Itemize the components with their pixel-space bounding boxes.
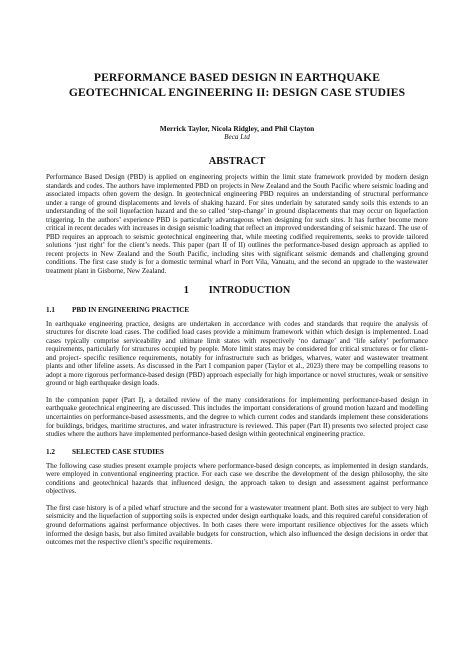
section-title: INTRODUCTION [208,284,291,296]
subsection-number: 1.2 [46,447,55,456]
subsection-heading-case-studies [46,448,428,457]
paper-affiliation: Beca Ltd [224,133,250,141]
subsection-title: SELECTED CASE STUDIES [72,447,164,456]
paragraph: The following case studies present example projects where performance-based design concepts, as implemented in design standards, were employed in conventional engineering practice. For each case we describe the development of the design philosophy, the site conditions and geotechnical hazards that influenced design, the approach taken to design and assessment against performance objectives. [46,461,428,496]
paper-authors: Merrick Taylor, Nicola Ridgley, and Phil Clayton [159,124,315,133]
section-heading-introduction [46,285,428,297]
subsection-title: PBD IN ENGINEERING PRACTICE [72,305,190,314]
abstract-text: Performance Based Design (PBD) is applied on engineering projects within the limit state framework provided by modern design standards and codes. The authors have implemented PBD on projects in New Zealand and the South Pacific where seismic loading and associated impacts often govern the design. In geotechnical engineering PBD requires an understanding of structural performance under a range of ground displacements and levels of shaking hazard. For sites underlain by saturated sandy soils this extends to an understanding of the soil liquefaction hazard and the so called ‘step-change’ in ground displacements that may occur on liquefaction triggering. In the authors’ experience PBD is particularly advantageous when designing for such sites. It has further become more critical in recent decades with increases in design seismic loading that reflect an improved understanding of seismic hazard. The use of PBD requires an approach to seismic geotechnical engineering that, while meeting codified requirements, seeks to provide tailored solutions ‘just right’ for the client’s needs. This paper (part II of II) outlines the performance-based design approach as applied to recent projects in New Zealand and the South Pacific, including sites with significant seismic demands and challenging ground conditions. The first case study is for a domestic terminal wharf in Port Vila, Vanuatu, and the second an upgrade to the wastewater treatment plant in Gisborne, New Zealand. [46,173,428,276]
paragraph: The first case history is of a piled wharf structure and the second for a wastewater treatment plant. Both sites are subject to very high seismicity and the liquefaction of supporting soils is expected under design earthquake loads, and this required careful consideration of ground deformations against performance objectives. In both cases there were important resilience objectives for the assets which informed the design basis, but also limited available budgets for construction, which also influenced the design decisions in order that outcomes met the respective client’s specific requirements. [46,503,428,547]
subsection-number: 1.1 [46,305,55,314]
section-number: 1 [183,284,189,296]
paragraph: In the companion paper (Part I), a detailed review of the many considerations for implementing performance-based design in earthquake geotechnical engineering are discussed. This includes the important considerations of ground motion hazard and modelling uncertainties on performance-based assessments, and the degree to which current codes and standards implement these considerations for buildings, bridges, maritime structures, and water infrastructure is reviewed. This paper (Part II) presents two selected project case studies where the authors have implemented performance-based design within geotechnical engineering practice. [46,395,428,439]
abstract-heading: ABSTRACT [208,156,266,167]
paragraph: In earthquake engineering practice, designs are undertaken in accordance with codes and standards that require the analysis of structures for discrete load cases. The codified load cases provide a minimum framework within which design is implemented. Load cases typically comprise serviceability and ultimate limit states with respectively ‘no damage’ and ‘life safety’ performance requirements, particularly for structures occupied by people. More limit states may be considered for critical structures or for client- and project- specific resilience requirements, notably for infrastructure such as bridges, wharves, water and wastewater treatment plants and other lifeline assets. As discussed in the Part I companion paper (Taylor et al., 2023) there may be compelling reasons to adopt a more rigorous performance-based design (PBD) approach especially for high importance or novel structures, weak or sensitive ground or high earthquake design loads. [46,319,428,388]
subsection-heading-pbd [46,306,428,315]
paper-title: PERFORMANCE BASED DESIGN IN EARTHQUAKE GEOTECHNICAL ENGINEERING II: DESIGN CASE STUDIES [68,71,406,99]
